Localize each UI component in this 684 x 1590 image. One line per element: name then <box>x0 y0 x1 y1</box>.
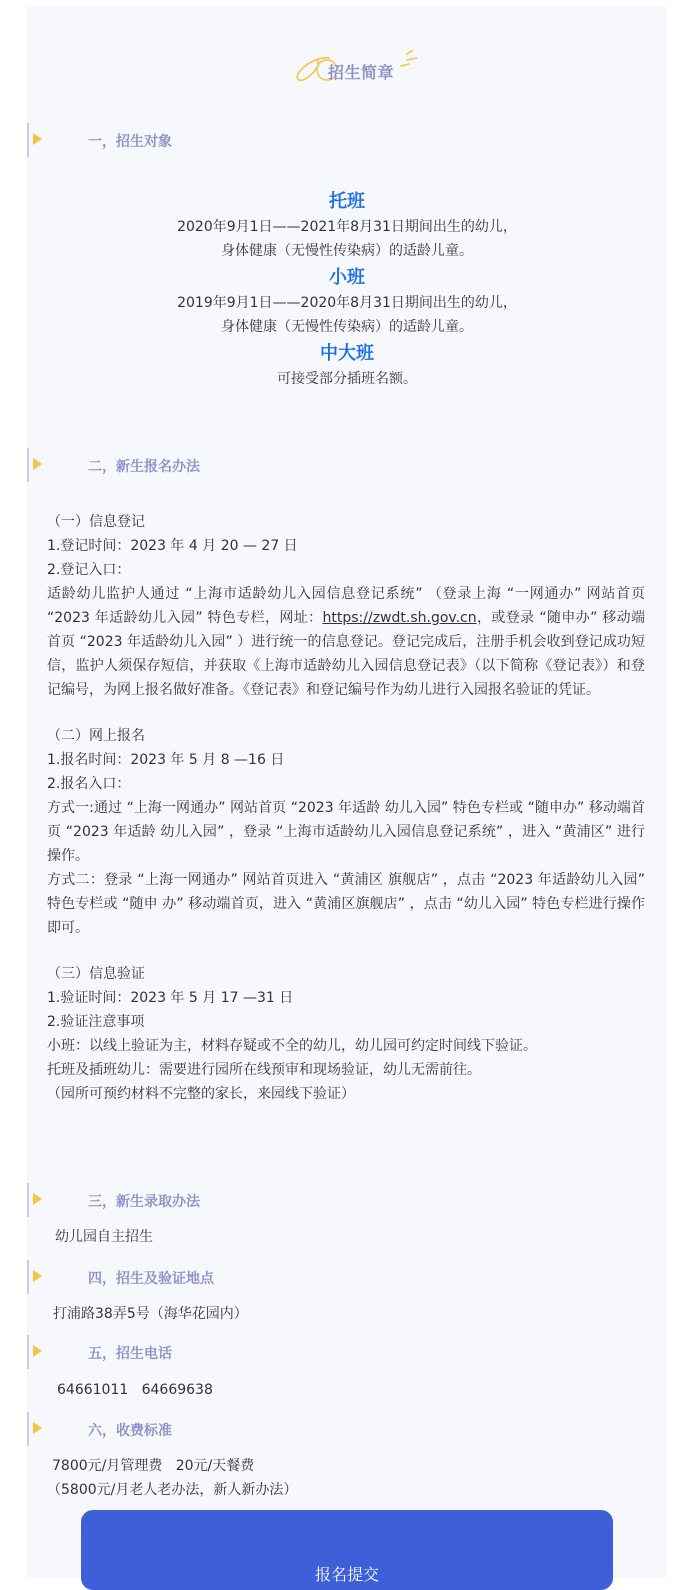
class-detail: 身体健康（无慢性传染病）的适龄儿童。 <box>221 319 473 335</box>
section-bar <box>27 1183 29 1217</box>
register-entry-text <box>47 582 645 702</box>
section-bar <box>27 1260 29 1294</box>
section-header-phone <box>27 1335 667 1369</box>
register-time: 1.登记时间：2023 年 4 月 20 — 27 日 <box>47 538 298 554</box>
section-title: 二，新生报名办法 <box>88 459 200 475</box>
section-header-targets <box>27 123 667 157</box>
register-link[interactable]: https://zwdt.sh.gov.cn <box>322 610 477 626</box>
page-title: 招生简章 <box>328 63 395 82</box>
verify-note: （园所可预约材料不完整的家长，来园线下验证） <box>47 1086 355 1102</box>
location-text: 打浦路38弄5号（海华花园内） <box>53 1306 248 1322</box>
section-title: 三，新生录取办法 <box>88 1194 200 1210</box>
subsection-heading: （一）信息登记 <box>47 514 145 530</box>
verify-note: 托班及插班幼儿：需要进行园所在线预审和现场验证，幼儿无需前往。 <box>47 1062 481 1078</box>
registration-body <box>47 510 645 1106</box>
class-name-xiaoban: 小班 <box>329 267 365 288</box>
section-title: 六，收费标准 <box>88 1423 172 1439</box>
class-detail: 可接受部分插班名额。 <box>277 371 417 387</box>
apply-method-2: 方式二：登录 “上海一网通办” 网站首页进入 “黄浦区 旗舰店” ，点击 “2023 年适龄幼儿入园” 特色专栏或 “随申 办” 移动端首页，进入 “黄浦区旗舰店” ，点击 “幼儿入园” 特色专栏进行操作即可。 <box>47 872 645 936</box>
arrow-right-icon <box>33 133 42 145</box>
content-card <box>27 6 667 1584</box>
section-title: 四，招生及验证地点 <box>88 1271 214 1287</box>
arrow-right-icon <box>33 1270 42 1282</box>
fees-line: 7800元/月管理费 20元/天餐费 <box>52 1458 255 1474</box>
section-title: 一，招生对象 <box>88 134 172 150</box>
arrow-right-icon <box>33 1193 42 1205</box>
class-detail: 身体健康（无慢性传染病）的适龄儿童。 <box>221 243 473 259</box>
subsection-heading: （三）信息验证 <box>47 966 145 982</box>
register-entry-label: 2.登记入口： <box>47 562 131 578</box>
verify-note: 小班：以线上验证为主，材料存疑或不全的幼儿，幼儿园可约定时间线下验证。 <box>47 1038 537 1054</box>
arrow-right-icon <box>33 1345 42 1357</box>
section-title: 五，招生电话 <box>88 1346 172 1362</box>
page-header <box>27 50 667 90</box>
class-detail: 2019年9月1日——2020年8月31日期间出生的幼儿， <box>177 295 517 311</box>
apply-entry-label: 2.报名入口： <box>47 776 131 792</box>
section-header-location <box>27 1260 667 1294</box>
phone-text: 64661011 64669638 <box>57 1382 213 1398</box>
class-name-tuoban: 托班 <box>329 191 365 212</box>
subsection-heading: （二）网上报名 <box>47 728 145 744</box>
register-entry-before: 适龄幼儿监护人通过 “上海市适龄幼儿入园信息登记系统” （登录上海 “一网通办” 网站首页 “2023 年适龄幼儿入园” 特色专栏，网址： <box>47 586 645 626</box>
section-header-admission <box>27 1183 667 1217</box>
verify-time: 1.验证时间：2023 年 5 月 17 —31 日 <box>47 990 294 1006</box>
register-entry-after: ，或登录 “随申办” 移动端首页 “2023 年适龄幼儿入园” ）进行统一的信息登记。登记完成后，注册手机会收到登记成功短信，监护人须保存短信，并获取《上海市适龄幼儿入园信息登记表》（以下简称《登记表》）和登记编号，为网上报名做好准备。《登记表》和登记编号作为幼儿进行入园报名验证的凭证。 <box>47 610 645 698</box>
class-detail: 2020年9月1日——2021年8月31日期间出生的幼儿， <box>177 219 517 235</box>
class-name-zhongdaban: 中大班 <box>320 343 374 364</box>
admission-text: 幼儿园自主招生 <box>55 1229 153 1245</box>
verify-notes-label: 2.验证注意事项 <box>47 1014 145 1030</box>
enrollment-targets <box>27 189 667 391</box>
section-header-registration <box>27 448 667 482</box>
arrow-right-icon <box>33 458 42 470</box>
arrow-right-icon <box>33 1422 42 1434</box>
section-header-fees <box>27 1412 667 1446</box>
section-bar <box>27 1412 29 1446</box>
submit-button[interactable]: 报名提交 <box>81 1510 613 1590</box>
apply-time: 1.报名时间：2023 年 5 月 8 —16 日 <box>47 752 285 768</box>
fees-line: （5800元/月老人老办法，新人新办法） <box>47 1482 298 1498</box>
section-bar <box>27 1335 29 1369</box>
apply-method-1: 方式一:通过 “上海一网通办” 网站首页 “2023 年适龄 幼儿入园” 特色专栏或 “随申办” 移动端首页 “2023 年适龄 幼儿入园” ，登录 “上海市适龄幼儿入园信息登记系统” ，进入 “黄浦区” 进行操作。 <box>47 800 645 864</box>
section-bar <box>27 123 29 157</box>
section-bar <box>27 448 29 482</box>
